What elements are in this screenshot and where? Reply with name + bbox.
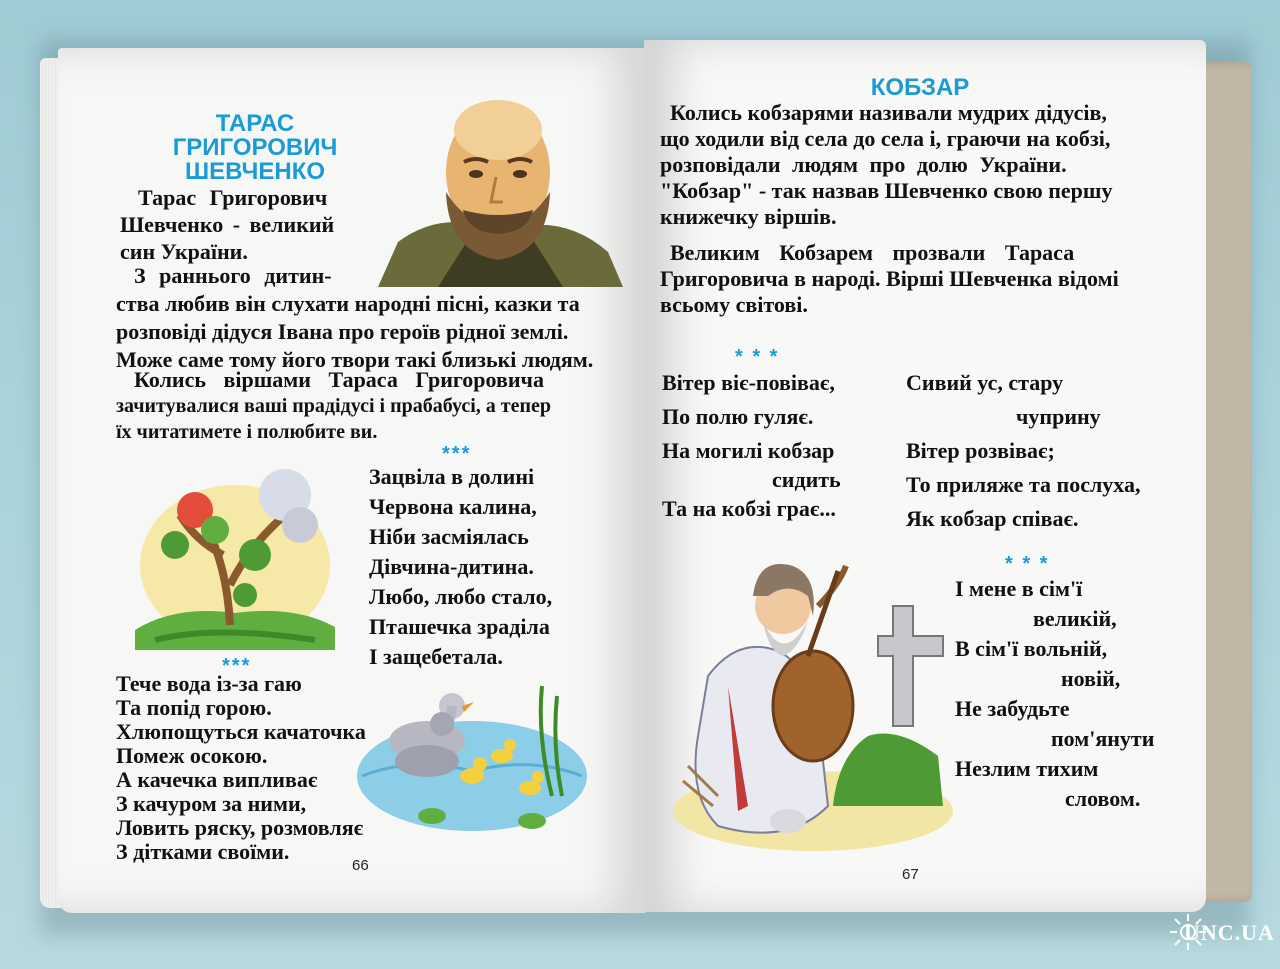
para-line: "Кобзар" - так назвав Шевченко свою першу	[660, 178, 1113, 203]
poem-line: пом'янути	[1051, 726, 1155, 751]
poem-line: Червона калина,	[369, 494, 537, 519]
poem-line: То приляже та послуха,	[906, 472, 1141, 497]
stars-separator: * * *	[1005, 553, 1050, 575]
poem-line: Пташечка зраділа	[369, 614, 550, 639]
para-line: що ходили від села до села і, граючи на кобзі,	[660, 126, 1111, 151]
poem-line: Дівчина-дитина.	[369, 554, 534, 579]
poem-line: новій,	[1061, 666, 1121, 691]
para-line: їх читатимете і полюбите ви.	[116, 421, 378, 443]
poem-line: Ловить ряску, розмовляє	[116, 815, 364, 840]
poem-line: З качуром за ними,	[116, 791, 307, 816]
poem-line: чуприну	[1016, 404, 1101, 429]
poem-line: А качечка випливає	[116, 767, 318, 792]
para-line: книжечку віршів.	[660, 204, 837, 229]
poem-line: Ніби засміялась	[369, 524, 529, 549]
poem-line: Та попід горою.	[116, 695, 272, 720]
poem-line: великій,	[1033, 606, 1117, 631]
poem-line: Та на кобзі грає...	[662, 496, 836, 521]
poem-line: Вітер віє-повіває,	[662, 370, 835, 395]
para-line: Григоровича в народі. Вірші Шевченка відомі	[660, 266, 1119, 291]
poem-line: Зацвіла в долині	[369, 464, 535, 489]
para-line: Колись віршами Тараса Григоровича	[134, 367, 544, 392]
poem-line: З дітками своїми.	[116, 839, 290, 864]
left-title-line: ШЕВЧЕНКО	[184, 158, 326, 185]
para-line: всьому світові.	[660, 292, 808, 317]
poem-line: І защебетала.	[369, 644, 503, 669]
page-number: 67	[902, 866, 919, 883]
stars-separator: ***	[222, 655, 252, 677]
poem-line: Тече вода із-за гаю	[116, 671, 302, 696]
poem-line: Як кобзар співає.	[906, 506, 1079, 531]
poem-line: Незлим тихим	[955, 756, 1099, 781]
para-line: З раннього дитин-	[134, 263, 332, 288]
left-title-line: ТАРАС	[215, 110, 295, 137]
ducks-pond-image	[352, 676, 587, 841]
intro-line: Шевченко - великий	[120, 212, 335, 237]
intro-line: син України.	[120, 239, 248, 264]
right-title: КОБЗАР	[870, 74, 970, 101]
poem-line: Помеж осокою.	[116, 743, 268, 768]
para-line: розповідали людям про долю України.	[660, 152, 1067, 177]
poem-line: Любо, любо стало,	[369, 584, 553, 609]
viburnum-tree-image	[135, 455, 335, 650]
poem-line: Хлюпощуться качаточка	[116, 719, 366, 744]
poem-line: словом.	[1065, 786, 1141, 811]
para-line: розповіді дідуся Івана про героїв рідної землі.	[116, 319, 569, 344]
poem-line: По полю гуляє.	[662, 404, 814, 429]
poem-line: В сім'ї вольній,	[955, 636, 1108, 661]
watermark: UNC.UA	[1184, 920, 1275, 945]
left-title-line: ГРИГОРОВИЧ	[172, 134, 338, 161]
shevchenko-portrait-image	[378, 92, 623, 287]
page-number: 66	[352, 857, 369, 874]
para-line: ства любив він слухати народні пісні, казки та	[116, 291, 580, 316]
kobzar-image	[668, 556, 953, 856]
poem-line: І мене в сім'ї	[955, 576, 1083, 601]
para-line: зачитувалися ваші прадідусі і прабабусі, а тепер	[116, 395, 551, 417]
poem-line: Сивий ус, стару	[906, 370, 1064, 395]
poem-line: сидить	[772, 467, 841, 492]
intro-line: Тарас Григорович	[138, 185, 328, 210]
stars-separator: ***	[442, 443, 472, 465]
para-line: Може саме тому його твори такі близькі людям.	[116, 347, 594, 372]
stars-separator: * * *	[735, 346, 780, 368]
para-line: Великим Кобзарем прозвали Тараса	[670, 240, 1075, 265]
para-line: Колись кобзарями називали мудрих дідусів,	[670, 100, 1107, 125]
poem-line: На могилі кобзар	[662, 438, 835, 463]
poem-line: Не забудьте	[955, 696, 1070, 721]
poem-line: Вітер розвіває;	[906, 438, 1055, 463]
